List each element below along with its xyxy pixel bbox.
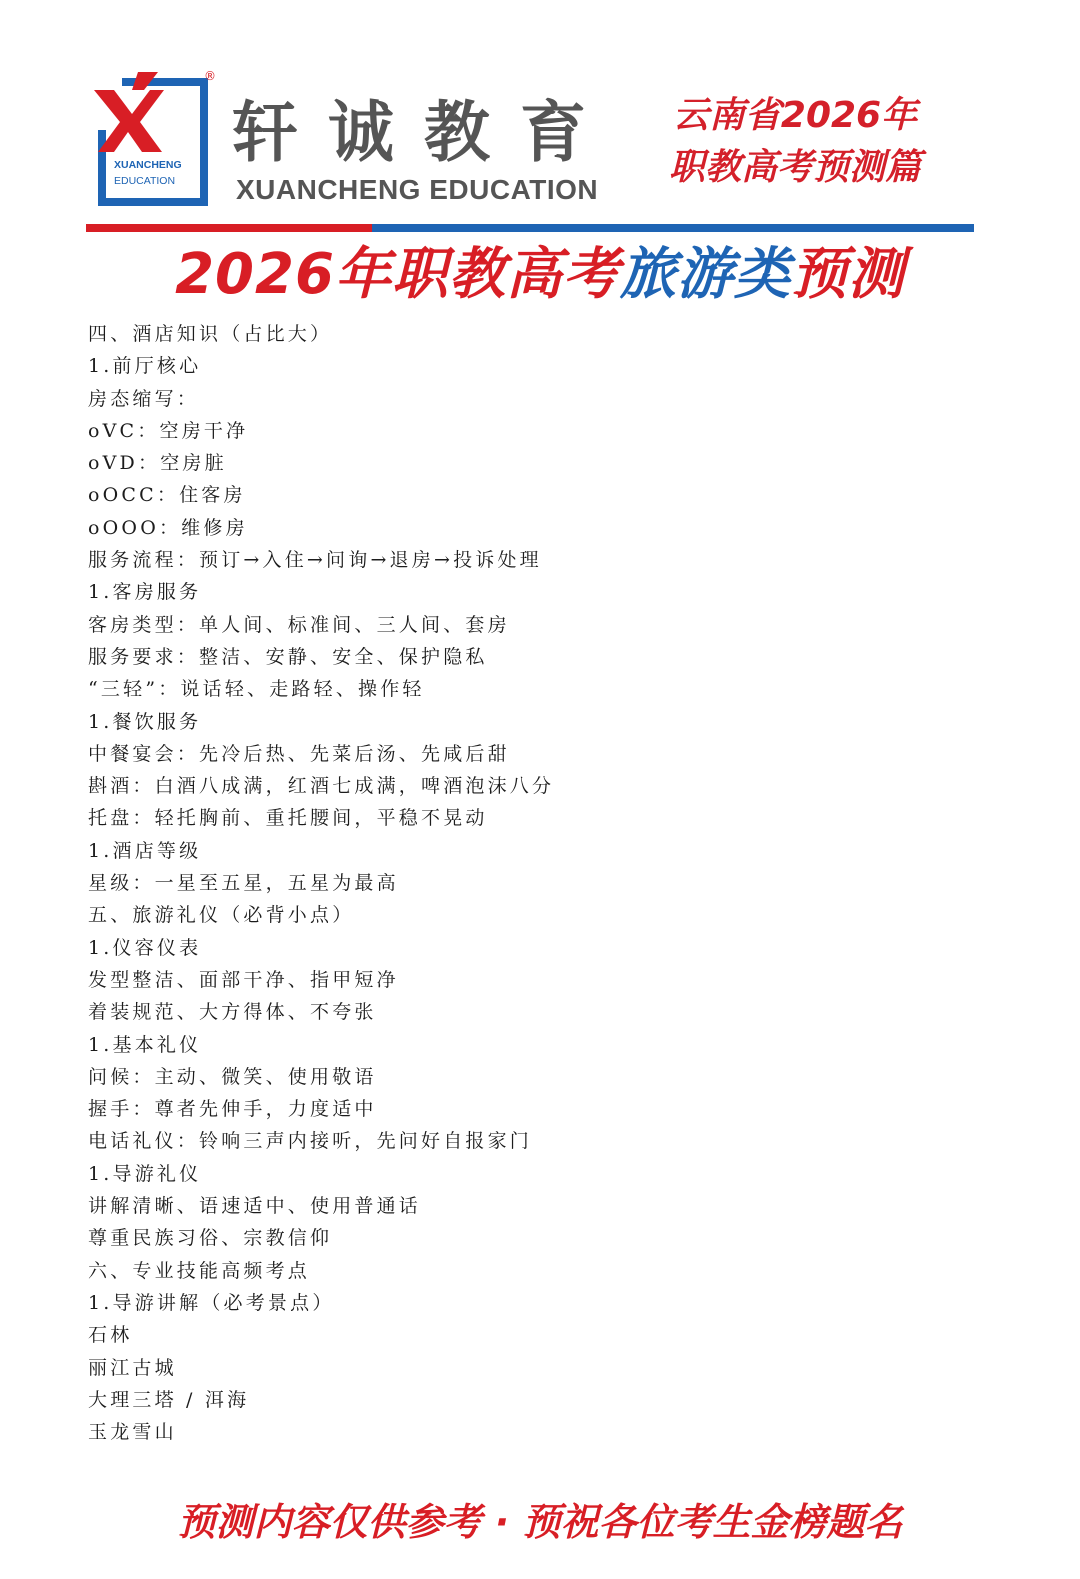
content-line: oOOO：维修房 [88, 516, 248, 539]
title-part-2: 预测 [790, 242, 905, 307]
content-line: 1.酒店等级 [88, 839, 202, 862]
content-line: 石林 [88, 1324, 133, 1347]
title-part-highlight: 旅游类 [619, 242, 791, 307]
content-line: 房态缩写： [88, 387, 200, 410]
content-line: oOCC：住客房 [88, 484, 246, 507]
logo [92, 69, 216, 210]
content-line: 着装规范、大方得体、不夸张 [88, 1001, 377, 1024]
brand-name-en: XUANCHENG EDUCATION [236, 174, 599, 205]
promo-block [640, 90, 950, 194]
content-line: 1.仪容仪表 [88, 936, 202, 959]
content-line: 大理三塔 / 洱海 [88, 1388, 250, 1411]
content-line: 五、旅游礼仪（必背小点） [88, 904, 355, 927]
registered-mark: ® [204, 69, 216, 83]
content-line: 客房类型：单人间、标准间、三人间、套房 [88, 613, 510, 636]
content-line: 六、专业技能高频考点 [88, 1259, 311, 1282]
content-line: 1.餐饮服务 [88, 710, 202, 733]
promo-line-2: 职教高考预测篇 [668, 147, 921, 188]
content-line: “三轻”：说话轻、走路轻、操作轻 [88, 678, 425, 701]
content-line: 斟酒：白酒八成满，红酒七成满，啤酒泡沫八分 [88, 775, 555, 798]
divider-red [86, 224, 372, 232]
logo-text-line2: EDUCATION [114, 175, 176, 187]
content-line: 1.客房服务 [88, 581, 202, 604]
content-line: 问候：主动、微笑、使用敬语 [88, 1065, 377, 1088]
content-line: 1.导游讲解（必考景点） [88, 1291, 335, 1314]
logo-text-line1: XUANCHENG [114, 159, 182, 171]
content-line: 玉龙雪山 [88, 1421, 177, 1444]
content-line: 尊重民族习俗、宗教信仰 [88, 1227, 333, 1250]
content-line: 发型整洁、面部干净、指甲短净 [88, 968, 399, 991]
page-title [0, 240, 1080, 310]
content-line: oVD：空房脏 [88, 452, 227, 475]
content-line: 服务要求：整洁、安静、安全、保护隐私 [88, 645, 488, 668]
content-line: 1.导游礼仪 [88, 1162, 202, 1185]
content-line: 丽江古城 [88, 1356, 177, 1379]
brand-name-cn: 轩诚教育 [232, 93, 616, 171]
content-line: 星级：一星至五星，五星为最高 [88, 872, 399, 895]
content-line: 四、酒店知识（占比大） [88, 323, 333, 345]
content-line: 托盘：轻托胸前、重托腰间，平稳不晃动 [88, 807, 488, 830]
content-line: 握手：尊者先伸手，力度适中 [88, 1098, 377, 1121]
content-line: 电话礼仪：铃响三声内接听，先问好自报家门 [88, 1130, 533, 1153]
notes-content [88, 318, 988, 1448]
footer-slogan: 预测内容仅供参考 · 预祝各位考生金榜题名 [177, 1500, 903, 1544]
promo-line-1: 云南省2026年 [672, 95, 918, 136]
content-line: 讲解清晰、语速适中、使用普通话 [88, 1195, 422, 1218]
content-line: 服务流程：预订→入住→问询→退房→投诉处理 [88, 549, 542, 572]
content-line: oVC：空房干净 [88, 419, 249, 442]
content-line: 1.前厅核心 [88, 355, 202, 378]
divider-blue [372, 224, 974, 232]
content-line: 中餐宴会：先冷后热、先菜后汤、先咸后甜 [88, 742, 510, 765]
title-part-1: 2026年职教高考 [175, 242, 620, 307]
content-line: 1.基本礼仪 [88, 1033, 202, 1056]
